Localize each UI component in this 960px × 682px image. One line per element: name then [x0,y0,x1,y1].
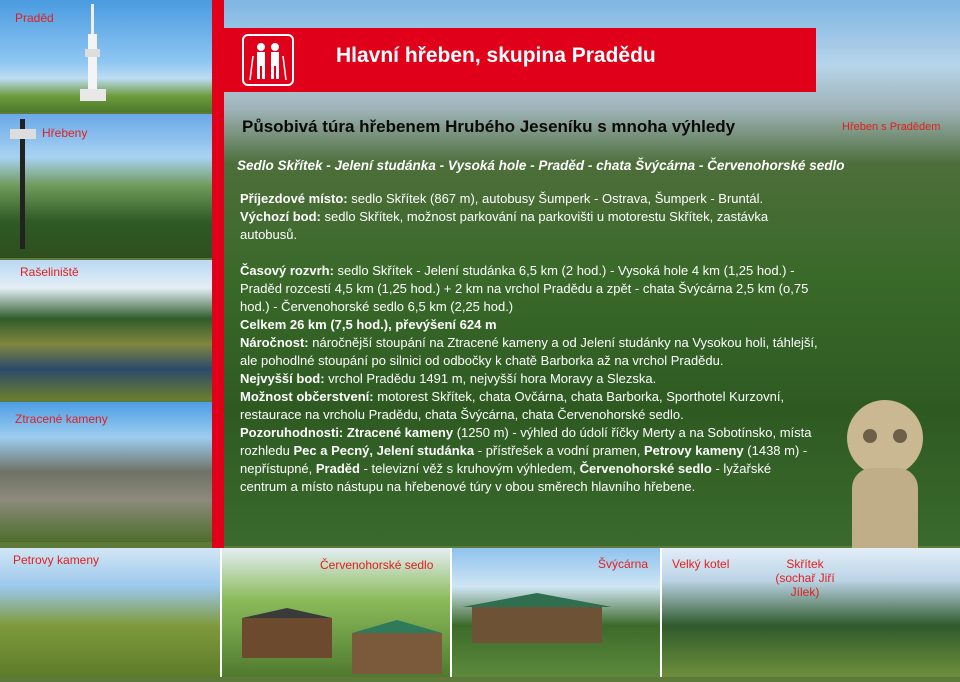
sight-praded: Praděd [315,461,360,476]
caption-praded: Praděd [15,11,54,25]
start-text: sedlo Skřítek, možnost parkování na parkovišti u motorestu Skřítek, zastávka autobusů. [240,209,769,242]
caption-svycarna: Švýcárna [598,557,649,571]
start-label: Výchozí bod: [240,209,321,224]
tv-tower-icon [78,4,108,104]
sight-text-5: - lyžařské centrum a místo nástupu na hřebenové túry v obou směrech hlavního hřebene. [240,461,772,494]
photo-velky-kotel-skritek [662,548,960,677]
sight-text-3: (1438 m) - nepřístupné, [240,443,808,476]
caption-raseliniste: Rašeliniště [20,265,79,279]
sight-text-1: (1250 m) - výhled do údolí říčky Merty a na Sobotínsko, místa rozhledu [240,425,812,458]
highest-label: Nejvyšší bod: [240,371,325,386]
arrival-text: sedlo Skřítek (867 m), autobusy Šumperk - Ostrava, Šumperk - Bruntál. [347,191,764,206]
caption-cervenohorske: Červenohorské sedlo [320,558,434,572]
schedule-label: Časový rozvrh: [240,263,334,278]
bottom-photo-strip [0,548,960,677]
sight-text-2: - přístřešek a vodní pramen, [474,443,644,458]
photo-svycarna [452,548,660,677]
difficulty-label: Náročnost: [240,335,309,350]
sights-label: Pozoruhodnosti: [240,425,344,440]
hikers-icon [242,34,294,86]
caption-hreben-s-pradedem: Hřeben s Pradědem [842,121,941,133]
sight-text-4: - televizní věž s kruhovým výhledem, [359,461,580,476]
sight-pec: Pec a Pecný, Jelení studánka [293,443,475,458]
signpost-icon [8,114,38,254]
red-divider [212,0,224,548]
sight-petrovy: Petrovy kameny [643,443,744,458]
photo-hrebeny [0,114,212,258]
total-line: Celkem 26 km (7,5 hod.), převýšení 624 m [240,317,497,332]
route-line: Sedlo Skřítek - Jelení studánka - Vysoká hole - Praděd - chata Švýcárna - Červenohorské sedlo [237,158,845,173]
arrival-paragraph [240,190,820,244]
caption-petrovy: Petrovy kameny [13,553,100,567]
difficulty-text: náročnější stoupání na Ztracené kameny a od Jelení studánky na Vysokou holi, táhlejší, ale pohodlné stoupání po silnici od odbočky k chatě Barborka až na vrchol Pradědu. [240,335,818,368]
photo-petrovy-kameny [0,548,220,677]
schedule-paragraph [240,262,820,496]
caption-velky-kotel: Velký kotel [672,557,730,571]
highest-text: vrchol Pradědu 1491 m, nejvyšší hora Moravy a Slezska. [324,371,657,386]
photo-raseliniste [0,260,212,400]
arrival-label: Příjezdové místo: [240,191,348,206]
sight-cervenohorske: Červenohorské sedlo [579,461,712,476]
page-title: Hlavní hřeben, skupina Pradědu [336,44,656,67]
caption-hrebeny: Hřebeny [42,126,88,140]
photo-ztracene-kameny [0,402,212,542]
refresh-text: motorest Skřítek, chata Ovčárna, chata Barborka, Sporthotel Kurzovní, restaurace na vrcholu Pradědu, chata Švýcárna, chata Červenohorské sedlo. [240,389,785,422]
page-subtitle: Působivá túra hřebenem Hrubého Jeseníku s mnoha výhledy [242,117,736,136]
schedule-text: sedlo Skřítek - Jelení studánka 6,5 km (2 hod.) - Vysoká hole 4 km (1,25 hod.) - Praděd rozcestí 4,5 km (1,25 hod.) + 2 km na vrchol Pradědu a zpět - chata Švýcárna 2,5 km (o,75 hod.) - Červenohorské sedlo 6,5 km (2,25 hod.) [240,263,809,314]
refresh-label: Možnost občerstvení: [240,389,374,404]
photo-praded [0,0,212,112]
caption-ztracene: Ztracené kameny [15,412,108,426]
sight-ztracene: Ztracené kameny [343,425,454,440]
caption-skritek: Skřítek (sochař Jiří Jílek) [775,557,835,599]
photo-cervenohorske-sedlo [222,548,450,677]
